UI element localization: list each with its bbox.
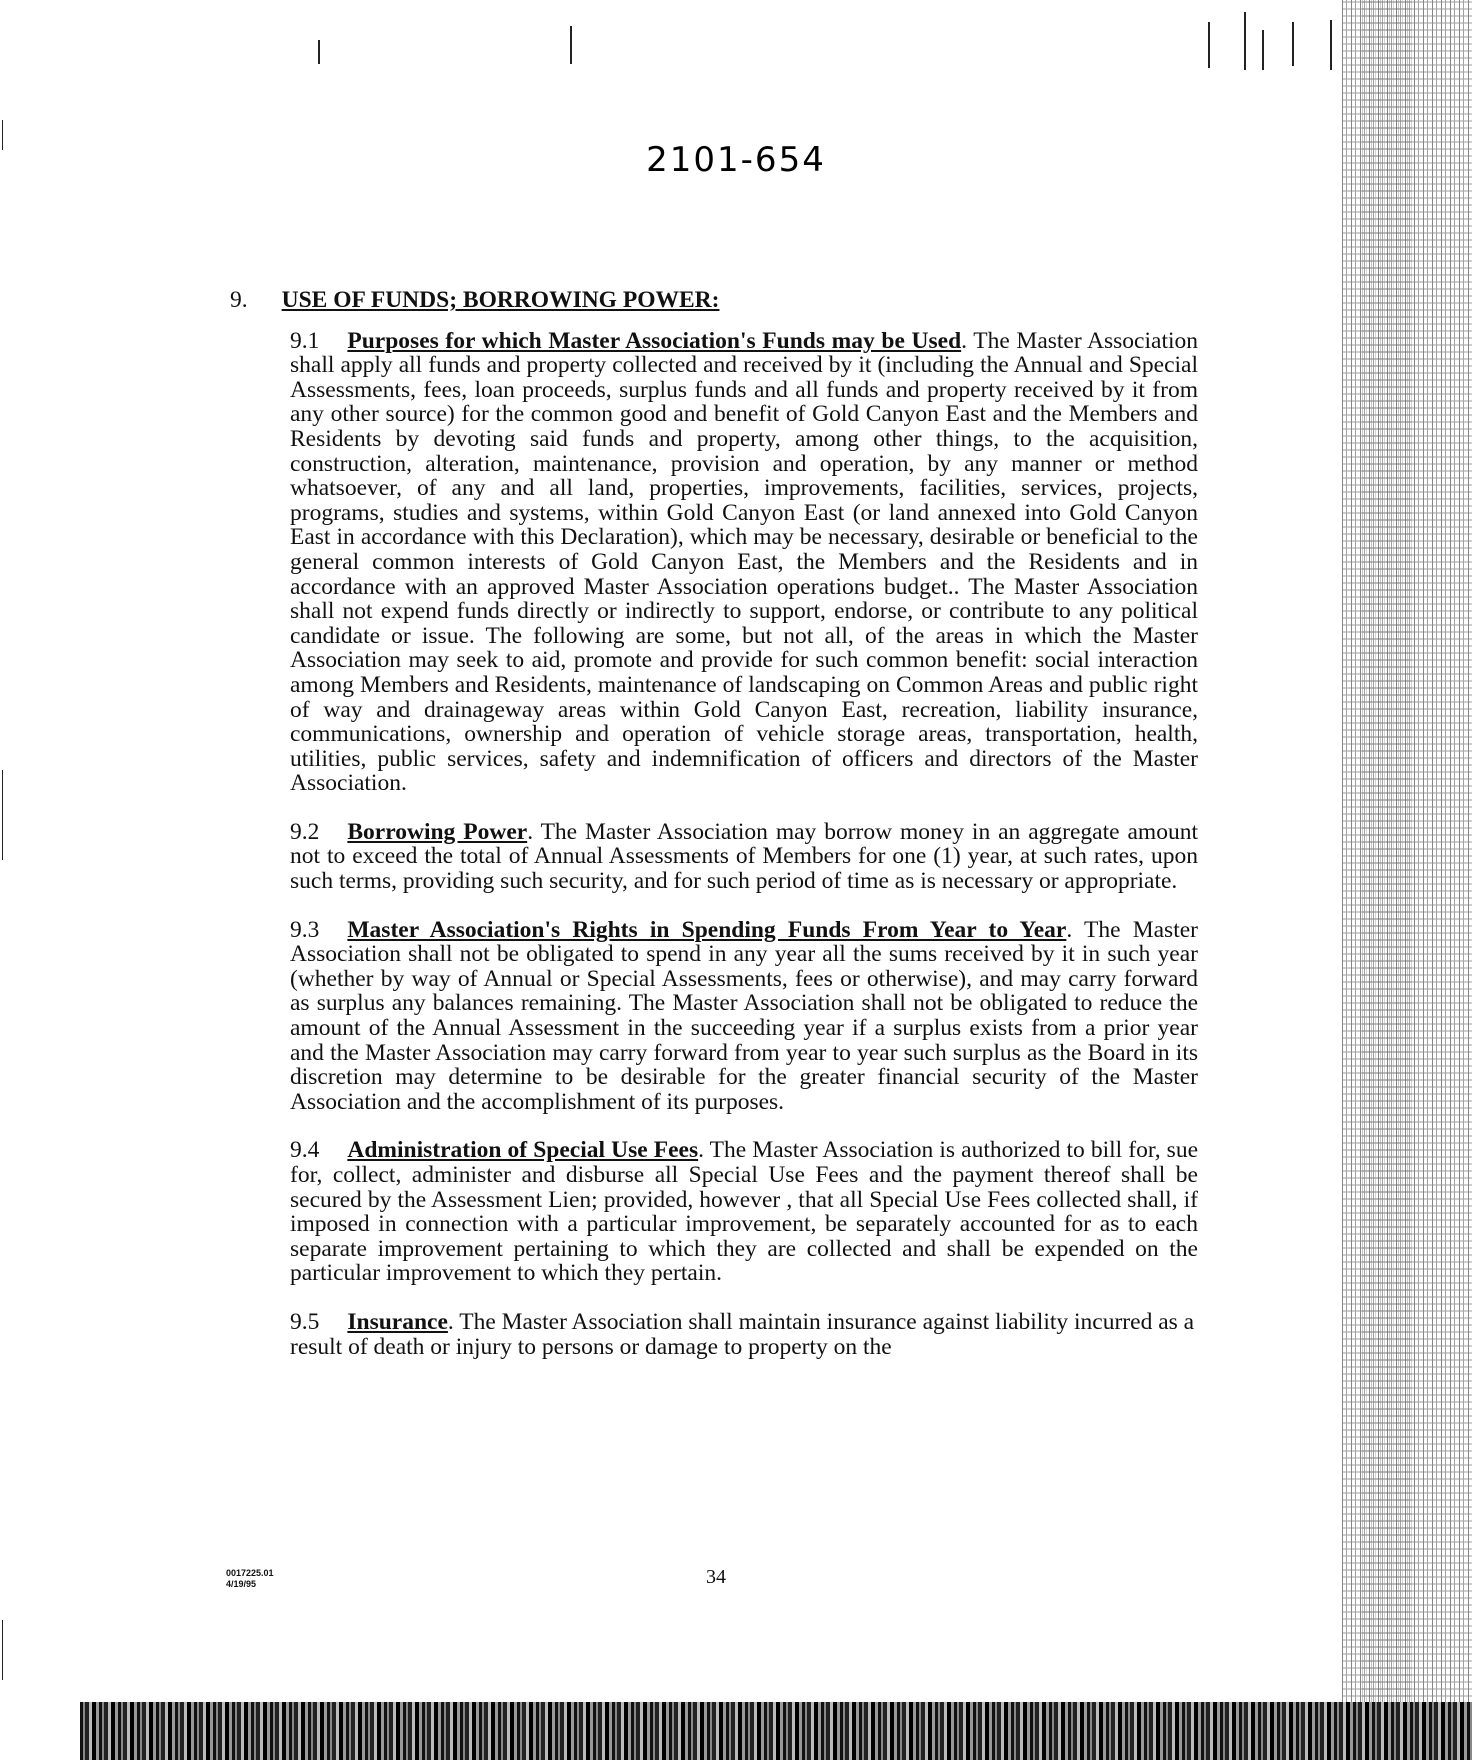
subsection-9-1 (290, 329, 1198, 796)
scan-tick-mark (1292, 22, 1294, 66)
subsection-text: . The Master Association shall maintain insurance against liability incurred as a result of death or injury to persons or damage to property on the (290, 1308, 1195, 1360)
subsection-title: Borrowing Power (347, 818, 528, 845)
subsection-text: . The Master Association is authorized to bill for, sue for, collect, administer and disburse all Special Use Fees and the payment thereof shall be secured by the Assessment Lien; provided, however , that all Special Use Fees collected shall, if imposed in connection with a particular improvement, be separately accounted for as to each separate improvement pertaining to which they are collected and shall be expended on the particular improvement to which they pertain. (290, 1137, 1198, 1287)
scan-tick-mark (2, 1620, 3, 1680)
subsection-text: . The Master Association shall not be obligated to spend in any year all the sums received by it in such year (whether by way of Annual or Special Assessments, fees or otherwise), and may carry forward as surplus any balances remaining. The Master Association shall not be obligated to reduce the amount of the Annual Assessment in the succeeding year if a surplus exists from a prior year and the Master Association may carry forward from year to year such surplus as the Board in its discretion may determine to be desirable for the greater financial security of the Master Association and the accomplishment of its purposes. (290, 916, 1198, 1115)
subsection-title: Administration of Special Use Fees (347, 1137, 699, 1164)
heading-number: 9. (230, 287, 248, 313)
subsection-text: . The Master Association may borrow money in an aggregate amount not to exceed the total of Annual Assessments of Members for one (1) year, at such rates, upon such terms, providing such security, and for such period of time as is necessary or appropriate. (290, 818, 1198, 895)
subsection-title: Purposes for which Master Association's Funds may be Used (347, 327, 962, 354)
scan-tick-mark (1244, 12, 1246, 70)
scan-bottom-artifact (80, 1702, 1472, 1760)
subsection-number: 9.3 (290, 916, 320, 943)
subsection-number: 9.1 (290, 327, 320, 354)
subsection-number: 9.2 (290, 818, 320, 845)
subsection-9-5 (290, 1310, 1198, 1359)
scan-tick-mark (570, 26, 572, 64)
scan-tick-mark (1208, 22, 1210, 68)
page-number: 34 (706, 1566, 726, 1588)
subsection-number: 9.5 (290, 1308, 320, 1335)
subsection-number: 9.4 (290, 1137, 320, 1164)
scan-edge-artifact-inner (1362, 0, 1412, 1760)
footer-date: 4/19/95 (226, 1579, 257, 1589)
subsection-title: Master Association's Rights in Spending Funds From Year to Year (347, 916, 1067, 943)
subsection-title: Insurance (347, 1308, 448, 1335)
scan-tick-mark (2, 770, 3, 860)
section-heading (230, 288, 1198, 313)
footer-doc-number: 0017225.01 (226, 1568, 274, 1578)
subsection-text: . The Master Association shall apply all funds and property collected and received by it (including the Annual and Special Assessments, fees, loan proceeds, surplus funds and all funds and property received by it from any other source) for the common good and benefit of Gold Canyon East and the Members and Residents by devoting said funds and property, among other things, to the acquisition, construction, alteration, maintenance, provision and operation, by any manner or method whatsoever, of any and all land, properties, improvements, facilities, services, projects, programs, studies and systems, within Gold Canyon East (or land annexed into Gold Canyon East in accordance with this Declaration), which may be necessary, desirable or beneficial to the general common interests of Gold Canyon East, the Members and the Residents and in accordance with an approved Master Association operations budget.. The Master Association shall not expend funds directly or indirectly to support, endorse, or contribute to any political candidate or issue. The following are some, but not all, of the areas in which the Master Association may seek to aid, promote and provide for such common benefit: social interaction among Members and Residents, maintenance of landscaping on Common Areas and public right of way and drainageway areas within Gold Canyon East, recreation, liability insurance, communications, ownership and operation of vehicle storage areas, transportation, health, utilities, public services, safety and indemnification of officers and directors of the Master Association. (290, 327, 1198, 797)
scan-tick-mark (1330, 20, 1332, 70)
document-body (230, 288, 1198, 1383)
scan-tick-mark (1262, 30, 1264, 70)
subsection-9-4 (290, 1138, 1198, 1286)
document-stamp: 2101-654 (646, 140, 826, 180)
heading-title: USE OF FUNDS; BORROWING POWER: (281, 287, 720, 313)
scan-tick-mark (318, 40, 320, 64)
subsection-9-2 (290, 820, 1198, 894)
subsection-9-3 (290, 918, 1198, 1115)
